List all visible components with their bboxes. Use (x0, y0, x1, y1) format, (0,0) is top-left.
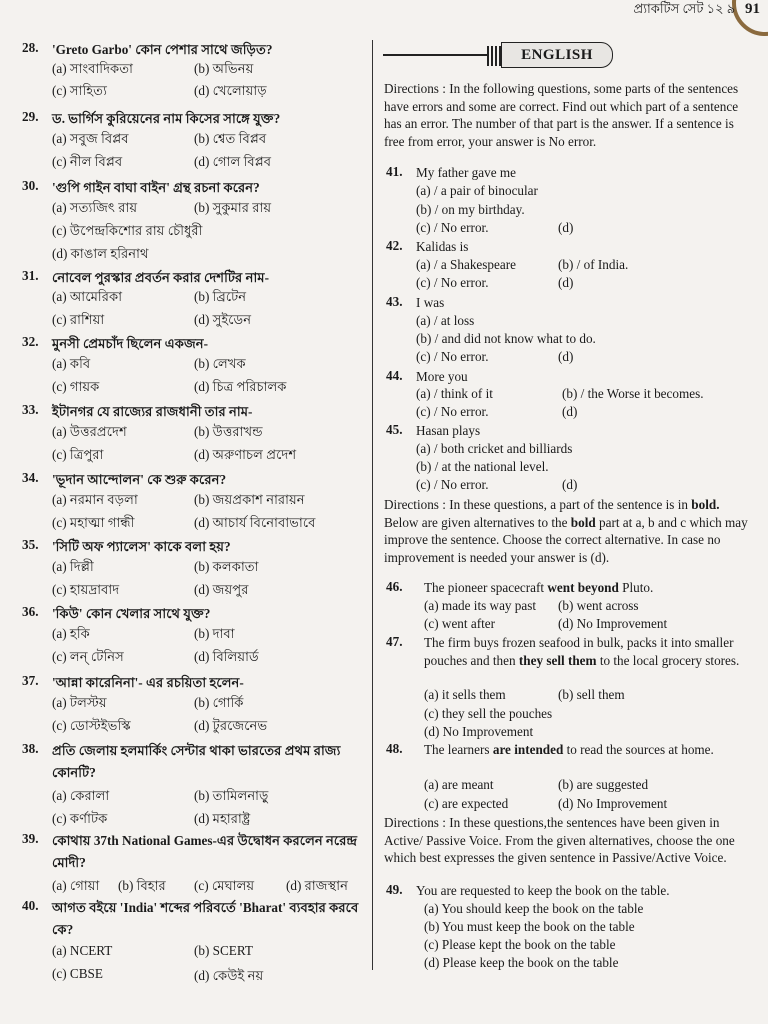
answer-option: (c) they sell the pouches (424, 706, 553, 721)
answer-option: (b) বিহার (118, 878, 166, 893)
answer-option: (b) / and did not know what to do. (416, 331, 596, 346)
answer-option: (c) নীল বিপ্লব (52, 154, 123, 169)
answer-option: (a) are meant (424, 777, 494, 792)
page-header (634, 0, 761, 20)
question-number: 40. (22, 898, 39, 913)
stem-text: The firm buys frozen seafood in bulk, packs it into smaller pouches and then (424, 635, 734, 668)
heading-bars (487, 46, 501, 66)
question-number: 41. (386, 164, 403, 179)
question-item (0, 178, 372, 268)
answer-option: (c) are expected (424, 796, 509, 811)
stem-text: The learners (424, 742, 490, 757)
question-item (372, 422, 762, 522)
answer-option: (b) লেখক (194, 356, 246, 371)
answer-option: (a) টলস্টয় (52, 695, 107, 710)
question-stem: 'গুপি গাইন বাঘা বাইন' গ্রন্থ রচনা করেন? (52, 180, 260, 195)
answer-option: (c) / No error. (416, 275, 489, 290)
answer-option: (d) (562, 477, 578, 492)
question-stem-continued: কে? (52, 922, 74, 937)
answer-option: (d) Please keep the book on the table (424, 955, 619, 970)
answer-option: (c) কর্ণাটক (52, 811, 108, 826)
answer-option: (c) ডোস্টইভস্কি (52, 718, 131, 733)
answer-option: (d) খেলোয়াড় (194, 83, 267, 98)
stem-text: to the local grocery stores. (599, 652, 740, 668)
question-stem: You are requested to keep the book on the table. (416, 883, 670, 898)
answer-option: (d) টুরজেনেভ (194, 718, 268, 733)
answer-option: (c) মেঘালয় (194, 878, 255, 893)
question-stem: মুনসী প্রেমচাঁদ ছিলেন একজন- (52, 336, 209, 351)
answer-option: (b) সুকুমার রায় (194, 200, 272, 215)
stem-bold-part: they sell them (518, 652, 597, 668)
answer-option: (d) আচার্য বিনোবাভাবে (194, 515, 316, 530)
answer-option: (d) কেউই নয় (194, 968, 264, 983)
answer-option: (d) অরুণাচল প্রদেশ (194, 447, 297, 462)
question-number: 47. (386, 634, 403, 649)
answer-option: (b) SCERT (194, 943, 253, 958)
english-heading-label: ENGLISH (501, 42, 613, 68)
question-stem: 'ভূদান আন্দোলন' কে শুরু করেন? (52, 472, 227, 487)
answer-option: (a) / both cricket and billiards (416, 441, 573, 456)
answer-option: (a) সবুজ বিপ্লব (52, 131, 129, 146)
answer-option: (b) জয়প্রকাশ নারায়ন (194, 492, 305, 507)
question-stem-continued: মোদী? (52, 855, 86, 870)
answer-option: (c) গায়ক (52, 379, 100, 394)
question-item (372, 741, 762, 841)
answer-option: (c) Please kept the book on the table (424, 937, 616, 952)
question-stem: আগত বইয়ে 'India' শব্দের পরিবর্তে 'Bharat' ব্যবহার করবে (52, 900, 359, 915)
heading-rule (383, 54, 488, 56)
question-stem: কোথায় 37th National Games-এর উদ্বোধন করলেন নরেন্দ্র (52, 833, 358, 848)
answer-option: (c) রাশিয়া (52, 312, 105, 327)
answer-option: (b) গোর্কি (194, 695, 244, 710)
answer-option: (b) তামিলনাড়ু (194, 788, 269, 803)
directions-bold: bold (570, 514, 596, 530)
answer-option: (a) কেরালা (52, 788, 110, 803)
answer-option: (d) (558, 220, 574, 235)
answer-option: (b) You must keep the book on the table (424, 919, 635, 934)
question-item (0, 898, 372, 988)
answer-option: (c) উপেন্দ্রকিশোর রায় চৌধুরী (52, 223, 203, 238)
question-number: 29. (22, 109, 39, 124)
answer-option: (c) হায়দ্রাবাদ (52, 582, 120, 597)
answer-option: (a) কবি (52, 356, 91, 371)
directions-bold: bold. (691, 497, 720, 512)
question-stem: More you (416, 369, 468, 384)
answer-option: (d) (558, 275, 574, 290)
answer-option: (a) সত্যজিৎ রায় (52, 200, 138, 215)
answer-option: (b) দাবা (194, 626, 235, 641)
answer-option: (b) অভিনয় (194, 61, 254, 76)
question-stem: My father gave me (416, 165, 516, 180)
answer-option: (a) You should keep the book on the table (424, 901, 644, 916)
stem-text: to read the sources at home. (566, 742, 714, 757)
english-section-heading (383, 42, 628, 68)
answer-option: (b) are suggested (558, 777, 649, 792)
question-stem: Kalidas is (416, 239, 469, 254)
answer-option: (b) / of India. (558, 257, 629, 272)
answer-option: (c) / No error. (416, 220, 489, 235)
question-number: 44. (386, 368, 403, 383)
answer-option: (a) সাংবাদিকতা (52, 61, 133, 76)
directions-voice: Directions : In these questions,the sentences have been given in Active/ Passive Voice. From the given alternatives, choose the one which best expresses the given sentence in Passive/Active Voice. (384, 815, 735, 865)
answer-option: (d) গোল বিপ্লব (194, 154, 272, 169)
directions-text: Directions : In these questions, a part of the sentence is in (384, 497, 688, 512)
answer-option: (b) শ্বেত বিপ্লব (194, 131, 267, 146)
answer-option: (a) / a pair of binocular (416, 183, 538, 198)
page-number: 91 (745, 1, 760, 17)
question-number: 32. (22, 334, 39, 349)
question-number: 42. (386, 238, 403, 253)
stem-bold-part: are intended (492, 742, 564, 757)
question-number: 28. (22, 40, 39, 55)
answer-option: (a) দিল্লী (52, 559, 94, 574)
question-item (372, 882, 762, 982)
answer-option: (c) লন্ টেনিস (52, 649, 124, 664)
question-number: 31. (22, 268, 39, 283)
directions-error-spotting: Directions : In the following questions, some parts of the sentences have errors and some are correct. Find out which part of a sentence has an error. The number of that part is the answer. If a sentence is free from error, your answer is No error. (384, 81, 739, 149)
directions-text: Below are given alternatives to the (384, 514, 568, 530)
answer-option: (b) উত্তরাখন্ড (194, 424, 263, 439)
answer-option: (d) (562, 404, 578, 419)
answer-option: (d) No Improvement (424, 724, 534, 739)
directions-text: part at a, b and c which may improve the sentence. Choose the correct alternative. In case no improvement is needed your answer is (d). (384, 514, 748, 565)
answer-option: (c) মহাত্মা গান্ধী (52, 515, 135, 530)
question-number: 37. (22, 673, 39, 688)
answer-option: (b) / at the national level. (416, 459, 549, 474)
answer-option: (a) / at loss (416, 313, 475, 328)
question-stem (424, 741, 754, 759)
answer-option: (d) চিত্র পরিচালক (194, 379, 287, 394)
answer-option: (d) (558, 349, 574, 364)
answer-option: (a) / a Shakespeare (416, 257, 516, 272)
answer-option: (d) রাজস্থান (286, 878, 348, 893)
question-stem: প্রতি জেলায় হলমার্কিং সেন্টার থাকা ভারতের প্রথম রাজ্য (52, 743, 341, 758)
question-stem: ইটানগর যে রাজ্যের রাজধানী তার নাম- (52, 404, 253, 419)
answer-option: (c) / No error. (416, 404, 489, 419)
answer-option: (a) হকি (52, 626, 90, 641)
answer-option: (d) No Improvement (558, 616, 668, 631)
answer-option: (d) মহারাষ্ট্র (194, 811, 251, 826)
answer-option: (c) / No error. (416, 349, 489, 364)
answer-option: (a) উত্তরপ্রদেশ (52, 424, 127, 439)
question-number: 38. (22, 741, 39, 756)
question-number: 33. (22, 402, 39, 417)
answer-option: (b) / on my birthday. (416, 202, 525, 217)
answer-option: (d) জয়পুর (194, 582, 249, 597)
question-number: 30. (22, 178, 39, 193)
practice-set-label: প্র্যাকটিস সেট ১২ ৯ (633, 1, 736, 16)
question-number: 34. (22, 470, 39, 485)
answer-option: (d) বিলিয়ার্ড (194, 649, 259, 664)
question-stem: Hasan plays (416, 423, 481, 438)
question-number: 35. (22, 537, 39, 552)
answer-option: (b) ব্রিটেন (194, 289, 247, 304)
stem-text: Pluto. (622, 580, 654, 595)
question-stem (424, 579, 754, 597)
question-number: 43. (386, 294, 403, 309)
question-number: 49. (386, 882, 403, 897)
answer-option: (b) sell them (558, 687, 625, 702)
question-item (0, 741, 372, 831)
question-stem: ড. ভার্গিস কুরিয়েনের নাম কিসের সাঙ্গে যুক্ত? (52, 111, 281, 126)
answer-option: (a) নরমান বড়লা (52, 492, 138, 507)
stem-bold-part: went beyond (547, 580, 619, 595)
answer-option: (c) ত্রিপুরা (52, 447, 104, 462)
answer-option: (c) / No error. (416, 477, 489, 492)
answer-option: (b) কলকাতা (194, 559, 259, 574)
answer-option: (a) made its way past (424, 598, 537, 613)
question-stem: 'Greto Garbo' কোন পেশার সাথে জড়িত? (52, 42, 273, 57)
answer-option: (c) CBSE (52, 966, 103, 981)
question-stem: I was (416, 295, 445, 310)
answer-option: (c) went after (424, 616, 496, 631)
question-number: 45. (386, 422, 403, 437)
question-stem (424, 634, 754, 669)
stem-text: The pioneer spacecraft (424, 580, 545, 595)
answer-option: (b) / the Worse it becomes. (562, 386, 704, 401)
question-number: 39. (22, 831, 39, 846)
answer-option: (d) কাঙাল হরিনাথ (52, 246, 149, 261)
question-stem: 'কিউ' কোন খেলার সাথে যুক্ত? (52, 606, 211, 621)
question-number: 46. (386, 579, 403, 594)
answer-option: (b) went across (558, 598, 639, 613)
question-number: 36. (22, 604, 39, 619)
answer-option: (d) No Improvement (558, 796, 668, 811)
question-stem: নোবেল পুরস্কার প্রবর্তন করার দেশটির নাম- (52, 270, 269, 285)
answer-option: (a) NCERT (52, 943, 113, 958)
question-item (372, 634, 762, 739)
question-number: 48. (386, 741, 403, 756)
question-stem-continued: কোনটি? (52, 765, 96, 780)
answer-option: (d) সুইডেন (194, 312, 252, 327)
answer-option: (a) গোয়া (52, 878, 100, 893)
question-stem: 'আন্না কারেনিনা'- এর রচয়িতা হলেন- (52, 675, 244, 690)
answer-option: (a) / think of it (416, 386, 493, 401)
answer-option: (a) আমেরিকা (52, 289, 123, 304)
question-stem: 'সিটি অফ প্যালেস' কাকে বলা হয়? (52, 539, 231, 554)
answer-option: (c) সাহিত্য (52, 83, 107, 98)
answer-option: (a) it sells them (424, 687, 506, 702)
